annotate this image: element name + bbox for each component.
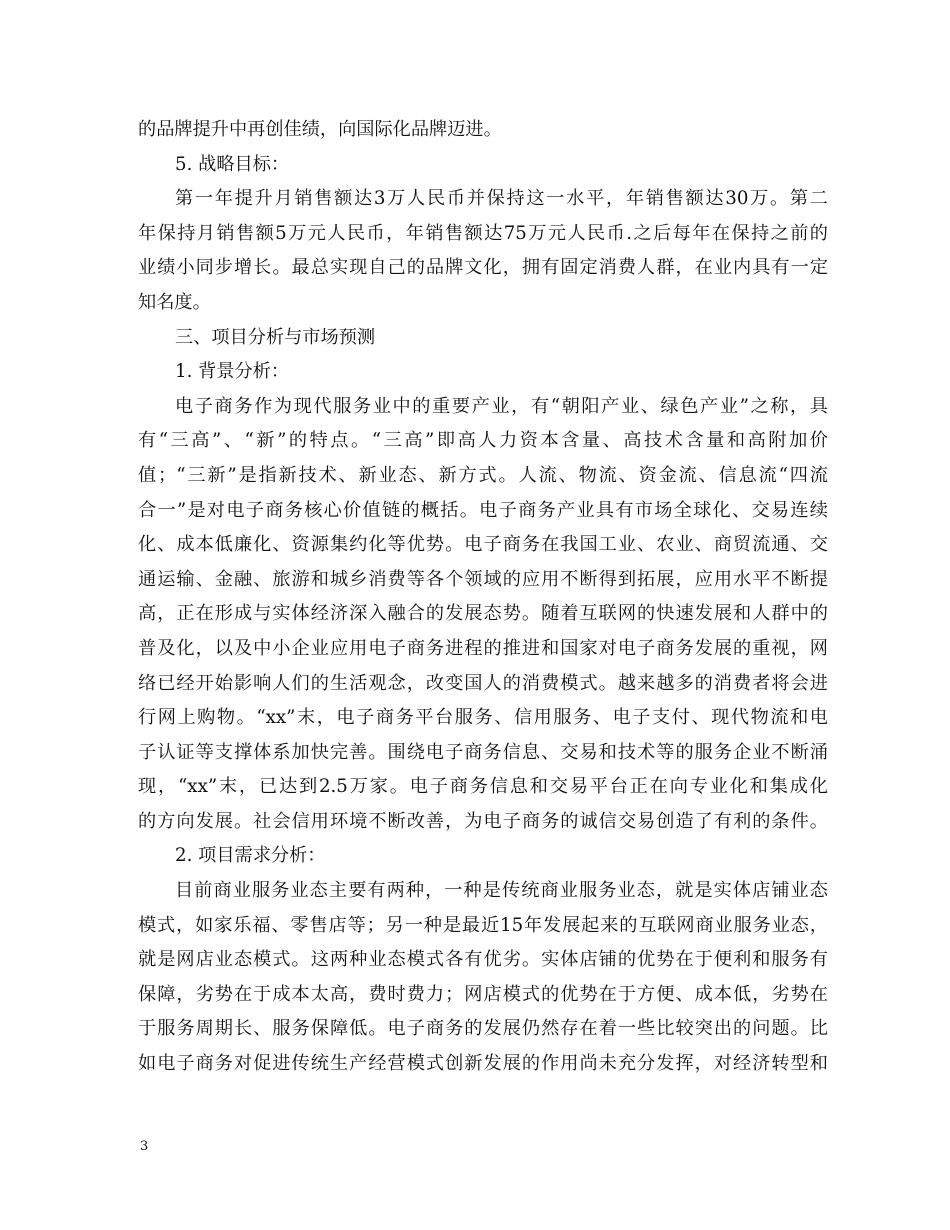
page-number: 3 [140,1139,149,1154]
text-line: 子认证等支撑体系加快完善。围绕电子商务信息、交易和技术等的服务企业不断涌 [138,741,828,763]
text-line: 普及化，以及中小企业应用电子商务进程的推进和国家对电子商务发展的重视，网 [138,637,828,659]
text-line: 合一”是对电子商务核心价值链的概括。电子商务产业具有市场全球化、交易连续 [138,499,828,521]
text-line: 第一年提升月销售额达3万人民币并保持这一水平，年销售额达30万。第二 [175,188,828,210]
text-line: 通运输、金融、旅游和城乡消费等各个领域的应用不断得到拓展，应用水平不断提 [138,568,828,590]
document-body [138,113,828,1082]
text-line: 就是网店业态模式。这两种业态模式各有优劣。实体店铺的优势在于便利和服务有 [138,949,828,971]
text-line: 有“三高”、“新”的特点。“三高”即高人力资本含量、高技术含量和高附加价 [138,430,828,452]
text-line: 如电子商务对促进传统生产经营模式创新发展的作用尚未充分发挥，对经济转型和 [138,1053,828,1075]
text-line: 的方向发展。社会信用环境不断改善，为电子商务的诚信交易创造了有利的条件。 [138,810,828,832]
text-line: 目前商业服务业态主要有两种，一种是传统商业服务业态，就是实体店铺业态 [175,880,828,902]
text-line: 业绩小同步增长。最总实现自己的品牌文化，拥有固定消费人群，在业内具有一定 [138,257,828,279]
text-line: 模式，如家乐福、零售店等；另一种是最近15年发展起来的互联网商业服务业态， [138,914,828,936]
text-line: 保障，劣势在于成本太高，费时费力；网店模式的优势在于方便、成本低，劣势在 [138,983,828,1005]
text-line: 1. 背景分析： [175,361,290,383]
text-line: 的品牌提升中再创佳绩，向国际化品牌迈进。 [138,119,502,140]
text-line: 知名度。 [138,291,211,313]
text-line: 值；“三新”是指新技术、新业态、新方式。人流、物流、资金流、信息流“四流 [138,464,828,486]
text-line: 电子商务作为现代服务业中的重要产业，有“朝阳产业、绿色产业”之称，具 [175,395,828,417]
text-line: 三、项目分析与市场预测 [175,326,376,348]
text-line: 现，“xx”末，已达到2.5万家。电子商务信息和交易平台正在向专业化和集成化 [138,776,828,798]
text-line: 年保持月销售额5万元人民币，年销售额达75万元人民币.之后每年在保持之前的 [138,222,828,244]
text-line: 于服务周期长、服务保障低。电子商务的发展仍然存在着一些比较突出的问题。比 [138,1018,828,1040]
text-line: 高，正在形成与实体经济深入融合的发展态势。随着互联网的快速发展和人群中的 [138,603,828,625]
text-line: 络已经开始影响人们的生活观念，改变国人的消费模式。越来越多的消费者将会进 [138,672,828,694]
text-line: 5. 战略目标： [175,153,290,175]
text-line: 行网上购物。“xx”末，电子商务平台服务、信用服务、电子支付、现代物流和电 [138,707,828,729]
text-line: 2. 项目需求分析： [175,845,326,867]
text-line: 化、成本低廉化、资源集约化等优势。电子商务在我国工业、农业、商贸流通、交 [138,534,828,556]
